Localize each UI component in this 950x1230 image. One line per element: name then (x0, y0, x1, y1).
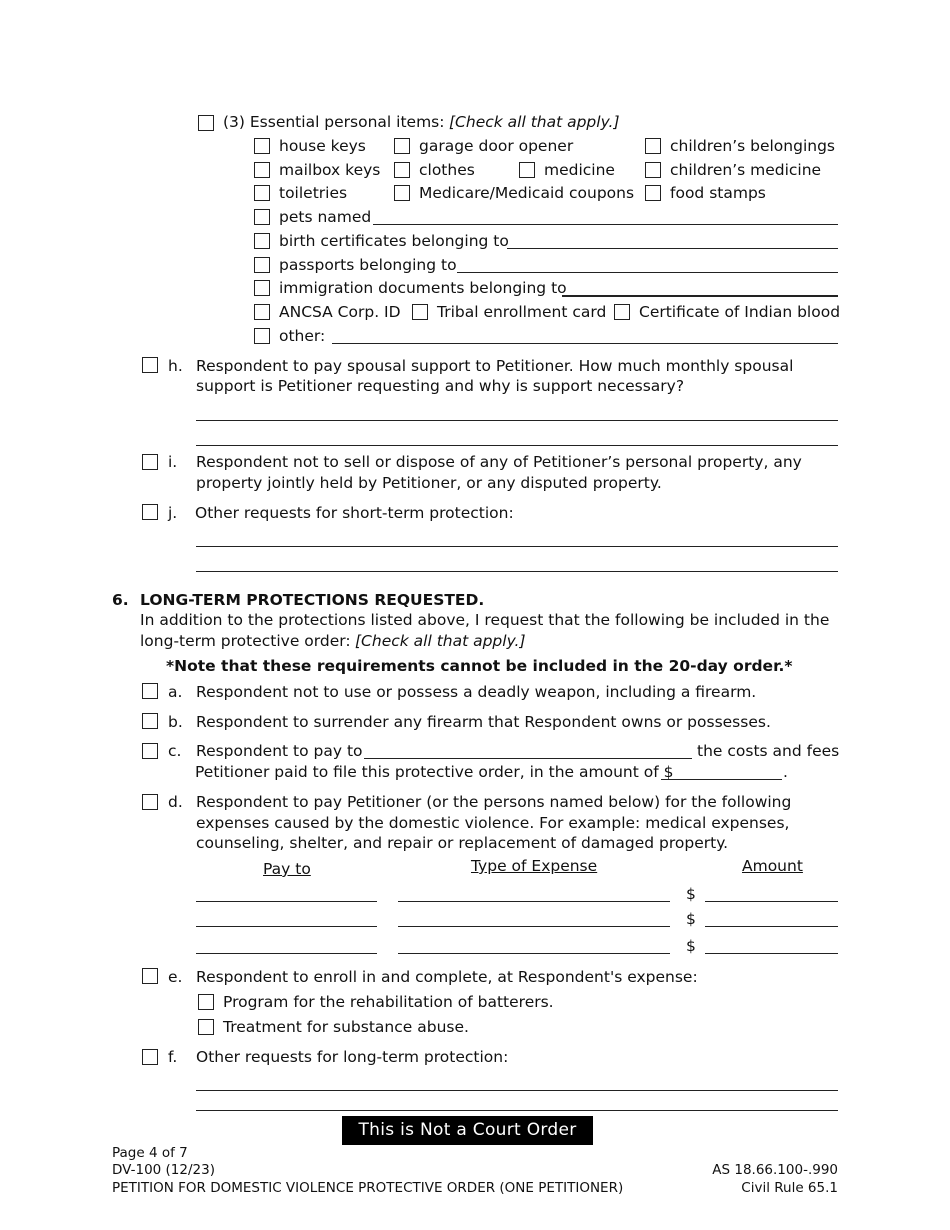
col-header-pay-to: Pay to (263, 860, 311, 878)
expense-row-1-type[interactable] (398, 901, 670, 902)
pets-named-checkbox[interactable] (254, 209, 270, 225)
item-6c-amount-field[interactable] (661, 779, 782, 780)
item-6d-text-1: Respondent to pay Petitioner (or the persons named below) for the following (196, 793, 792, 811)
item-i-letter: i. (168, 453, 178, 471)
garage-door-opener-label: garage door opener (419, 137, 574, 155)
essential-items-checkbox[interactable] (198, 115, 214, 131)
medicare-coupons-label: Medicare/Medicaid coupons (419, 184, 635, 202)
item-j-letter: j. (168, 504, 178, 522)
section-6-intro-2: long-term protective order: (140, 632, 351, 650)
item-6a-letter: a. (168, 683, 183, 701)
birth-certificates-label: birth certificates belonging to (279, 232, 509, 250)
footer-rule: Civil Rule 65.1 (741, 1180, 838, 1196)
item-6e-option-1-checkbox[interactable] (198, 994, 214, 1010)
ancsa-id-label: ANCSA Corp. ID (279, 303, 401, 321)
expense-row-3-type[interactable] (398, 953, 670, 954)
passports-label: passports belonging to (279, 256, 457, 274)
immigration-docs-label: immigration documents belonging to (279, 279, 567, 297)
childrens-medicine-label: children’s medicine (670, 161, 822, 179)
food-stamps-label: food stamps (670, 184, 766, 202)
item-i-text-2: property jointly held by Petitioner, or any disputed property. (196, 474, 662, 492)
immigration-docs-field[interactable] (562, 295, 838, 297)
garage-door-opener-checkbox[interactable] (394, 138, 410, 154)
item-6e-option-1-label: Program for the rehabilitation of batterers. (223, 993, 554, 1011)
expense-row-3-amount[interactable] (705, 953, 838, 954)
medicine-checkbox[interactable] (519, 162, 535, 178)
item-i-text-1: Respondent not to sell or dispose of any of Petitioner’s personal property, any (196, 453, 802, 471)
col-header-amount: Amount (742, 857, 803, 875)
item-6c-payee-field[interactable] (364, 758, 692, 759)
item-6c-text-line2: Petitioner paid to file this protective order, in the amount of $ (195, 763, 674, 781)
item-i-checkbox[interactable] (142, 454, 158, 470)
indian-blood-label: Certificate of Indian blood (639, 303, 841, 321)
childrens-belongings-label: children’s belongings (670, 137, 835, 155)
medicare-coupons-checkbox[interactable] (394, 185, 410, 201)
immigration-docs-checkbox[interactable] (254, 280, 270, 296)
expense-row-2-type[interactable] (398, 926, 670, 927)
passports-field[interactable] (457, 272, 838, 273)
expense-row-2-amount[interactable] (705, 926, 838, 927)
other-items-checkbox[interactable] (254, 328, 270, 344)
item-h-answer-line-1[interactable] (196, 420, 838, 421)
item-6f-answer-line-1[interactable] (196, 1090, 838, 1091)
item-6c-checkbox[interactable] (142, 743, 158, 759)
expense-row-3-currency: $ (686, 937, 696, 955)
mailbox-keys-label: mailbox keys (279, 161, 381, 179)
other-items-label: other: (279, 327, 326, 345)
expense-row-1-amount[interactable] (705, 901, 838, 902)
item-6e-checkbox[interactable] (142, 968, 158, 984)
mailbox-keys-checkbox[interactable] (254, 162, 270, 178)
footer-statute: AS 18.66.100-.990 (712, 1162, 838, 1178)
col-header-type: Type of Expense (471, 857, 598, 875)
tribal-card-checkbox[interactable] (412, 304, 428, 320)
pets-named-field[interactable] (373, 224, 838, 225)
item-6e-letter: e. (168, 968, 183, 986)
item-6d-letter: d. (168, 793, 183, 811)
footer-form-id: DV-100 (12/23) (112, 1162, 215, 1178)
expense-row-2-currency: $ (686, 910, 696, 928)
expense-row-1-pay-to[interactable] (196, 901, 377, 902)
item-h-answer-line-2[interactable] (196, 445, 838, 446)
clothes-label: clothes (419, 161, 475, 179)
item-6f-text: Other requests for long-term protection: (196, 1048, 509, 1066)
house-keys-checkbox[interactable] (254, 138, 270, 154)
section-6-intro-1: In addition to the protections listed above, I request that the following be included in the (140, 611, 830, 629)
item-6b-text: Respondent to surrender any firearm that Respondent owns or possesses. (196, 713, 771, 731)
toiletries-label: toiletries (279, 184, 348, 202)
item-6f-checkbox[interactable] (142, 1049, 158, 1065)
childrens-medicine-checkbox[interactable] (645, 162, 661, 178)
toiletries-checkbox[interactable] (254, 185, 270, 201)
essential-items-label: (3) Essential personal items: (223, 113, 445, 131)
item-6e-option-2-label: Treatment for substance abuse. (223, 1018, 469, 1036)
childrens-belongings-checkbox[interactable] (645, 138, 661, 154)
section-6-title: LONG-TERM PROTECTIONS REQUESTED. (140, 591, 485, 609)
tribal-card-label: Tribal enrollment card (437, 303, 607, 321)
not-court-order-banner: This is Not a Court Order (342, 1116, 593, 1145)
item-6c-period: . (783, 763, 788, 781)
item-6f-answer-line-2[interactable] (196, 1110, 838, 1111)
expense-row-3-pay-to[interactable] (196, 953, 377, 954)
expense-row-2-pay-to[interactable] (196, 926, 377, 927)
item-h-checkbox[interactable] (142, 357, 158, 373)
item-6e-option-2-checkbox[interactable] (198, 1019, 214, 1035)
item-6c-text-post: the costs and fees (697, 742, 840, 760)
house-keys-label: house keys (279, 137, 366, 155)
item-6b-letter: b. (168, 713, 183, 731)
item-6f-letter: f. (168, 1048, 178, 1066)
item-6a-text: Respondent not to use or possess a deadly weapon, including a firearm. (196, 683, 757, 701)
item-h-text-2: support is Petitioner requesting and why is support necessary? (196, 377, 685, 395)
clothes-checkbox[interactable] (394, 162, 410, 178)
birth-certificates-checkbox[interactable] (254, 233, 270, 249)
item-6c-letter: c. (168, 742, 182, 760)
expense-row-1-currency: $ (686, 885, 696, 903)
item-6d-text-3: counseling, shelter, and repair or replacement of damaged property. (196, 834, 729, 852)
item-6e-text: Respondent to enroll in and complete, at Respondent's expense: (196, 968, 698, 986)
birth-certificates-field[interactable] (507, 248, 838, 249)
ancsa-id-checkbox[interactable] (254, 304, 270, 320)
footer-page-number: Page 4 of 7 (112, 1145, 188, 1161)
other-items-field[interactable] (332, 343, 838, 344)
item-j-text: Other requests for short-term protection: (195, 504, 514, 522)
item-j-checkbox[interactable] (142, 504, 158, 520)
item-h-text-1: Respondent to pay spousal support to Petitioner. How much monthly spousal (196, 357, 794, 375)
food-stamps-checkbox[interactable] (645, 185, 661, 201)
item-6d-checkbox[interactable] (142, 794, 158, 810)
indian-blood-checkbox[interactable] (614, 304, 630, 320)
item-6c-text-pre: Respondent to pay to (196, 742, 363, 760)
item-j-answer-line-1[interactable] (196, 546, 838, 547)
footer-form-title: PETITION FOR DOMESTIC VIOLENCE PROTECTIVE ORDER (ONE PETITIONER) (112, 1180, 624, 1196)
medicine-label: medicine (544, 161, 615, 179)
item-h-letter: h. (168, 357, 183, 375)
item-6b-checkbox[interactable] (142, 713, 158, 729)
section-6-instruction: [Check all that apply.] (355, 632, 526, 650)
essential-items-instruction: [Check all that apply.] (449, 113, 620, 131)
pets-named-label: pets named (279, 208, 372, 226)
item-j-answer-line-2[interactable] (196, 571, 838, 572)
section-6-number: 6. (112, 591, 129, 609)
passports-checkbox[interactable] (254, 257, 270, 273)
item-6a-checkbox[interactable] (142, 683, 158, 699)
item-6d-text-2: expenses caused by the domestic violence. For example: medical expenses, (196, 814, 790, 832)
section-6-note: *Note that these requirements cannot be included in the 20-day order.* (166, 657, 793, 675)
